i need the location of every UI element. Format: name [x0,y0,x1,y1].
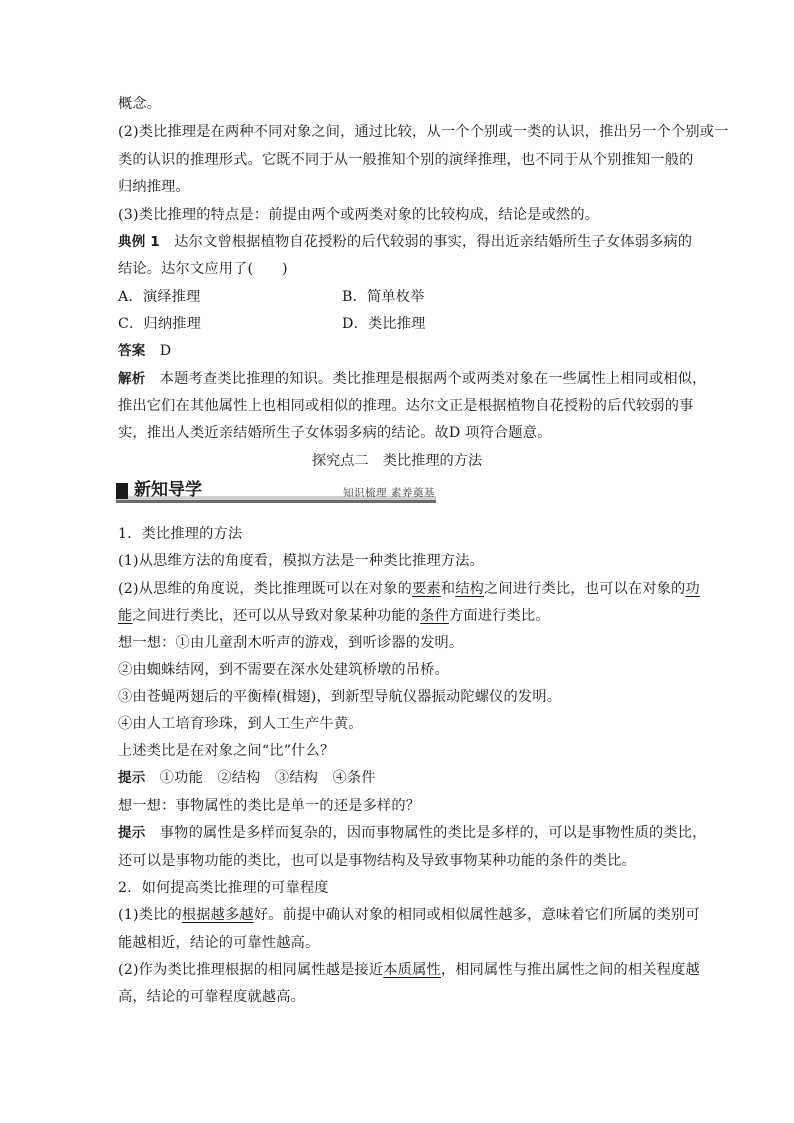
underline-blank: 结构 [455,581,485,597]
intro-line-2: (2)类比推理是在两种不同对象之间，通过比较，从一个个别或一类的认识，推出另一个个别或一 [118,124,729,140]
part1-heading: 1．类比推理的方法 [118,526,243,542]
example-question-line-1: 典例 1 达尔文曾根据植物自花授粉的后代较弱的事实，得出近亲结婚所生子女体弱多病的 [118,234,693,250]
banner-subtitle: 知识梳理 素养奠基 [343,487,435,499]
part2-heading: 2．如何提高类比推理的可靠程度 [118,880,329,896]
part1-para-3: 能之间进行类比，还可以从导致对象某种功能的条件方面进行类比。 [118,608,550,624]
analysis-line-1: 解析 本题考查类比推理的知识。类比推理是根据两个或两类对象在一些属性上相同或相似， [118,371,707,387]
think-line-4: ④由人工培育珍珠，到人工生产牛黄。 [118,716,363,732]
intro-line-3: 类的认识的推理形式。它既不同于从一般推知个别的演绎推理，也不同于从个别推知一般的 [118,152,694,168]
analysis-line-2: 推出它们在其他属性上也相同或相似的推理。达尔文正是根据植物自花授粉的后代较弱的事 [118,398,694,414]
intro-line-1: 概念。 [118,96,162,112]
think-line-3: ③由苍蝇两翅后的平衡棒(楫翅)，到新型导航仪器振动陀螺仪的发明。 [118,689,562,705]
section-point-title: 探究点二 类比推理的方法 [311,453,483,469]
underline-blank: 本质属性 [383,962,441,978]
intro-line-5: (3)类比推理的特点是：前提由两个或两类对象的比较构成，结论是或然的。 [118,207,600,223]
hint-label: 提示 [118,825,146,841]
option-d: D．类比推理 [342,316,426,332]
option-c: C．归纳推理 [118,316,201,332]
underline-blank: 要素 [412,581,441,597]
hint-line-3: 还可以是事物功能的类比，也可以是事物结构及导致事物某种功能的条件的类比。 [118,853,636,869]
analysis-line-3: 实，推出人类近亲结婚所生子女体弱多病的结论。故D 项符合题意。 [118,425,552,441]
option-a: A．演绎推理 [118,289,201,305]
intro-line-4: 归纳推理。 [118,179,190,195]
think-line-6: 想一想：事物属性的类比是单一的还是多样的？ [118,798,421,814]
part1-para-2: (2)从思维的角度说，类比推理既可以在对象的要素和结构之间进行类比，也可以在对象的功 [118,581,700,597]
answer-line [118,341,171,361]
example-label: 典例 1 [118,234,160,250]
part2-para-4: 高，结论的可靠程度就越高。 [118,989,306,1005]
part2-para-2: 能越相近，结论的可靠性越高。 [118,935,320,951]
part2-para-3: (2)作为类比推理根据的相同属性越是接近本质属性，相同属性与推出属性之间的相关程度越 [118,962,700,978]
answer-value: D [145,343,172,359]
think-line-2: ②由蜘蛛结网，到不需要在深水处建筑桥墩的吊桥。 [118,662,449,678]
hint-line-1: 提示 ①功能 ②结构 ③结构 ④条件 [118,770,376,786]
answer-label: 答案 [118,343,146,359]
option-b: B．简单枚举 [342,289,425,305]
banner-title: 新知导学 [134,480,202,500]
banner-bar-icon [116,483,128,499]
underline-blank: 功 [685,581,700,597]
underline-blank: 能 [118,608,133,624]
hint-label: 提示 [118,770,146,786]
think-line-1: 想一想：①由儿童刮木听声的游戏，到听诊器的发明。 [118,635,464,651]
example-question-line-2: 结论。达尔文应用了( ) [118,261,288,277]
analysis-label: 解析 [118,371,146,387]
hint-line-2: 提示 事物的属性是多样而复杂的，因而事物属性的类比是多样的，可以是事物性质的类比， [118,825,707,841]
underline-blank: 条件 [420,608,449,624]
think-line-5: 上述类比是在对象之间“比”什么？ [118,743,335,759]
part2-para-1: (1)类比的根据越多越好。前提中确认对象的相同或相似属性越多，意味着它们所属的类别可 [118,907,700,923]
part1-para-1: (1)从思维方法的角度看，模拟方法是一种类比推理方法。 [118,553,484,569]
underline-blank: 根据越多越 [181,907,254,923]
